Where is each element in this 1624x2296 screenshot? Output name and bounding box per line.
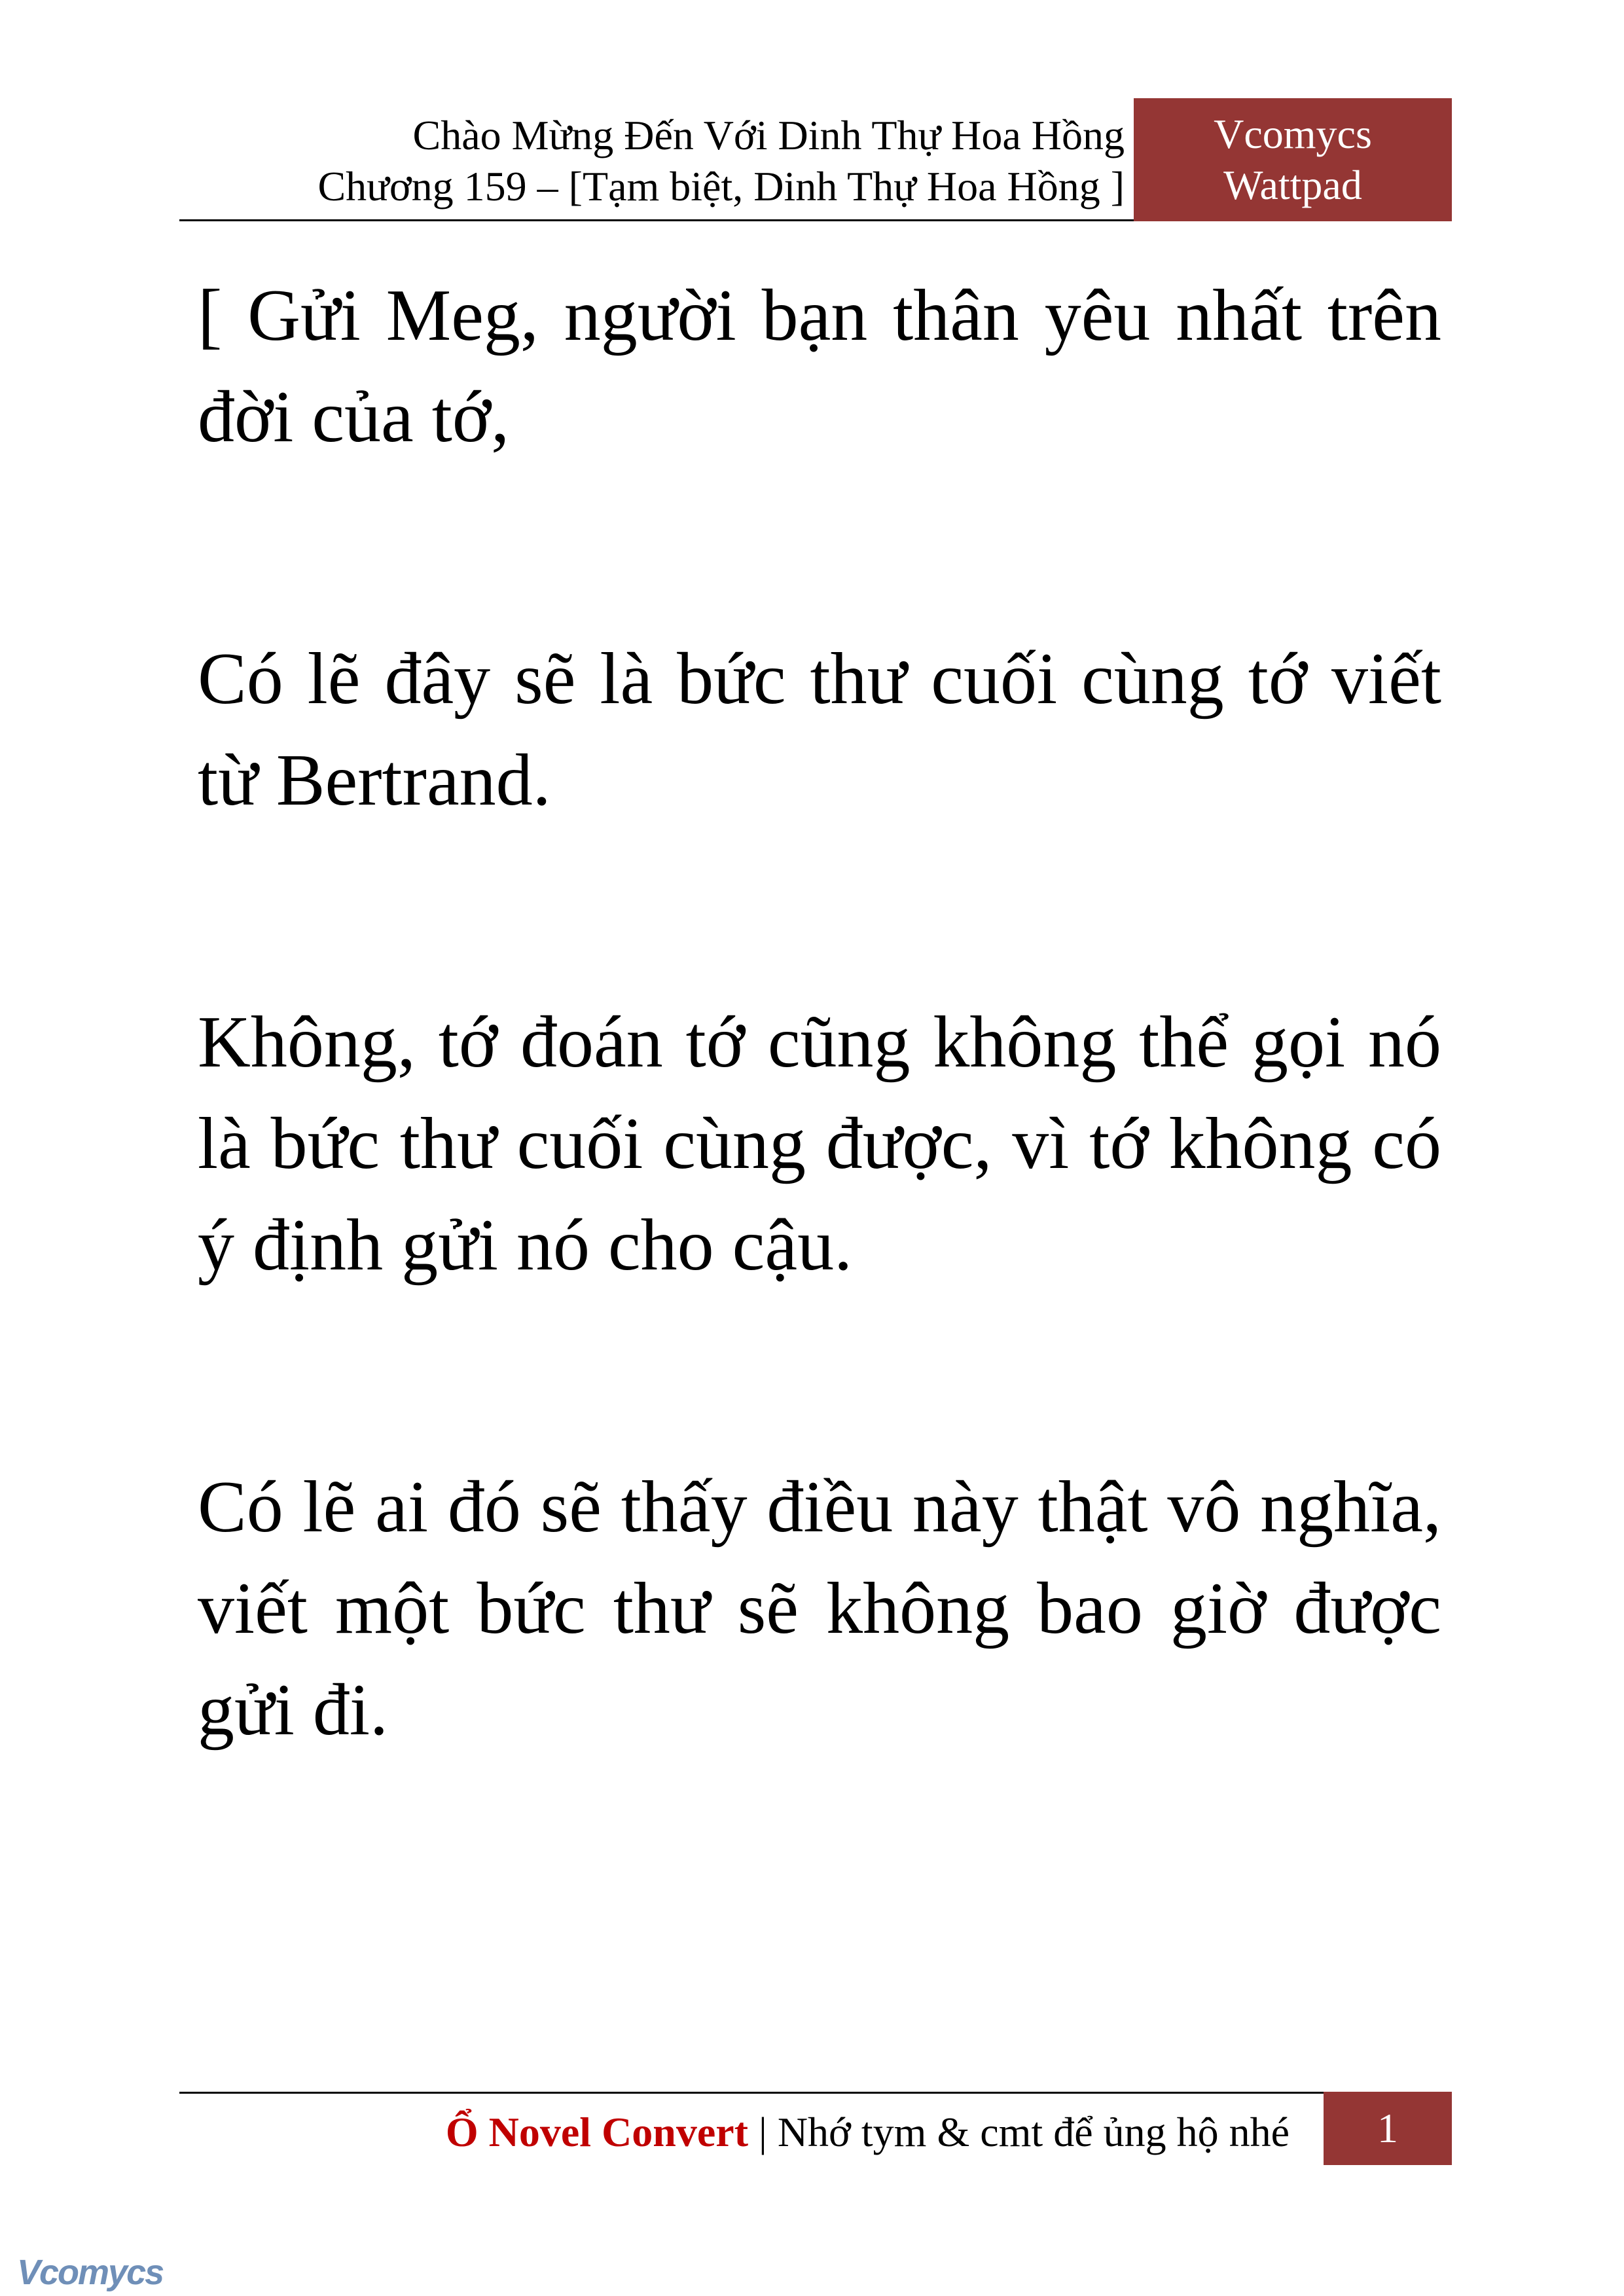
header-text-block: [317, 110, 1125, 212]
brand-name: Vcomycs: [1214, 111, 1372, 157]
footer-text: [446, 2106, 1290, 2159]
footer-brand: Ổ Novel Convert: [445, 2109, 748, 2155]
paragraph-2: Có lẽ đây sẽ là bức thư cuối cùng tớ viết từ Bertrand.: [198, 638, 1441, 821]
brand-badge: [1134, 98, 1452, 221]
footer-separator: |: [748, 2109, 778, 2155]
paragraph-1: [ Gửi Meg, người bạn thân yêu nhất trên đời của tớ,: [198, 275, 1441, 458]
page-number: 1: [1324, 2092, 1452, 2165]
page-footer: [179, 2092, 1452, 2165]
chapter-title: Chương 159 – [Tạm biệt, Dinh Thự Hoa Hồng ]: [317, 163, 1125, 210]
watermark-logo: Vcomycs: [17, 2253, 164, 2292]
paragraph-3: Không, tớ đoán tớ cũng không thể gọi nó là bức thư cuối cùng được, vì tớ không có ý định gửi nó cho cậu.: [198, 1002, 1441, 1286]
chapter-content: [198, 265, 1441, 1922]
book-title: Chào Mừng Đến Với Dinh Thự Hoa Hồng: [412, 112, 1125, 158]
footer-divider: [179, 2092, 1452, 2094]
footer-message: Nhớ tym & cmt để ủng hộ nhé: [777, 2109, 1290, 2155]
brand-platform: Wattpad: [1223, 162, 1362, 208]
page-header: [179, 98, 1452, 221]
paragraph-4: Có lẽ ai đó sẽ thấy điều này thật vô nghĩa, viết một bức thư sẽ không bao giờ được gửi đi.: [198, 1467, 1441, 1751]
